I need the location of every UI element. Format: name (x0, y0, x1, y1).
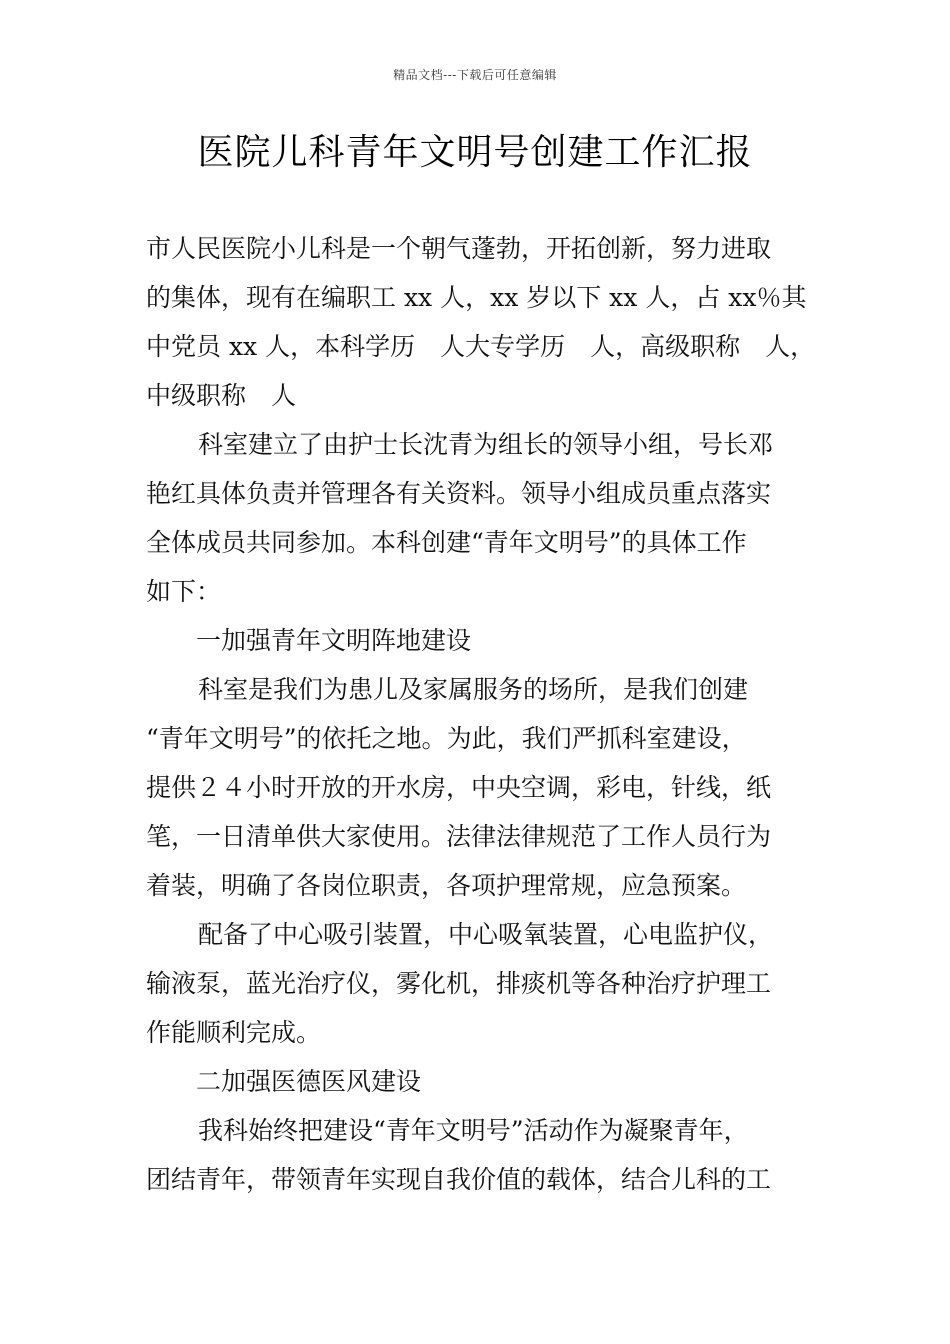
body-line: 市人民医院小儿科是一个朝气蓬勃，开拓创新，努力进取 (146, 234, 772, 263)
body-line: 科室是我们为患儿及家属服务的场所，是我们创建 (198, 675, 749, 704)
document-body (146, 230, 816, 1210)
body-line: 科室建立了由护士长沈青为组长的领导小组，号长邓 (198, 430, 774, 459)
body-line: 的集体，现有在编职工 xx 人，xx 岁以下 xx 人，占 xx％其 (146, 283, 807, 312)
section-heading: 一加强青年文明阵地建设 (196, 626, 472, 655)
body-line: “青年文明号”的依托之地。为此，我们严抓科室建设， (146, 724, 747, 753)
document-title: 医院儿科青年文明号创建工作汇报 (197, 132, 753, 173)
body-line: 全体成员共同参加。本科创建“青年文明号”的具体工作 (146, 528, 747, 557)
body-line: 团结青年，带领青年实现自我价值的载体，结合儿科的工 (146, 1165, 772, 1194)
body-line: 笔，一日清单供大家使用。法律法律规范了工作人员行为 (146, 822, 772, 851)
body-line: 着装，明确了各岗位职责，各项护理常规，应急预案。 (146, 871, 747, 900)
body-line: 中级职称 人 (146, 381, 297, 410)
section-heading: 二加强医德医风建设 (196, 1067, 422, 1096)
body-line: 提供２４小时开放的开水房，中央空调，彩电，针线，纸 (146, 773, 772, 802)
page-header: 精品文档---下载后可任意编辑 (393, 68, 557, 82)
body-line: 中党员 xx 人，本科学历 人大专学历 人，高级职称 人， (146, 332, 816, 361)
body-line: 输液泵，蓝光治疗仪，雾化机，排痰机等各种治疗护理工 (146, 969, 772, 998)
body-line: 我科始终把建设“青年文明号”活动作为凝聚青年， (198, 1116, 749, 1145)
body-line: 如下： (146, 577, 222, 606)
body-line: 作能顺利完成。 (146, 1018, 322, 1047)
body-line: 艳红具体负责并管理各有关资料。领导小组成员重点落实 (146, 479, 772, 508)
body-line: 配备了中心吸引装置，中心吸氧装置，心电监护仪， (198, 920, 774, 949)
